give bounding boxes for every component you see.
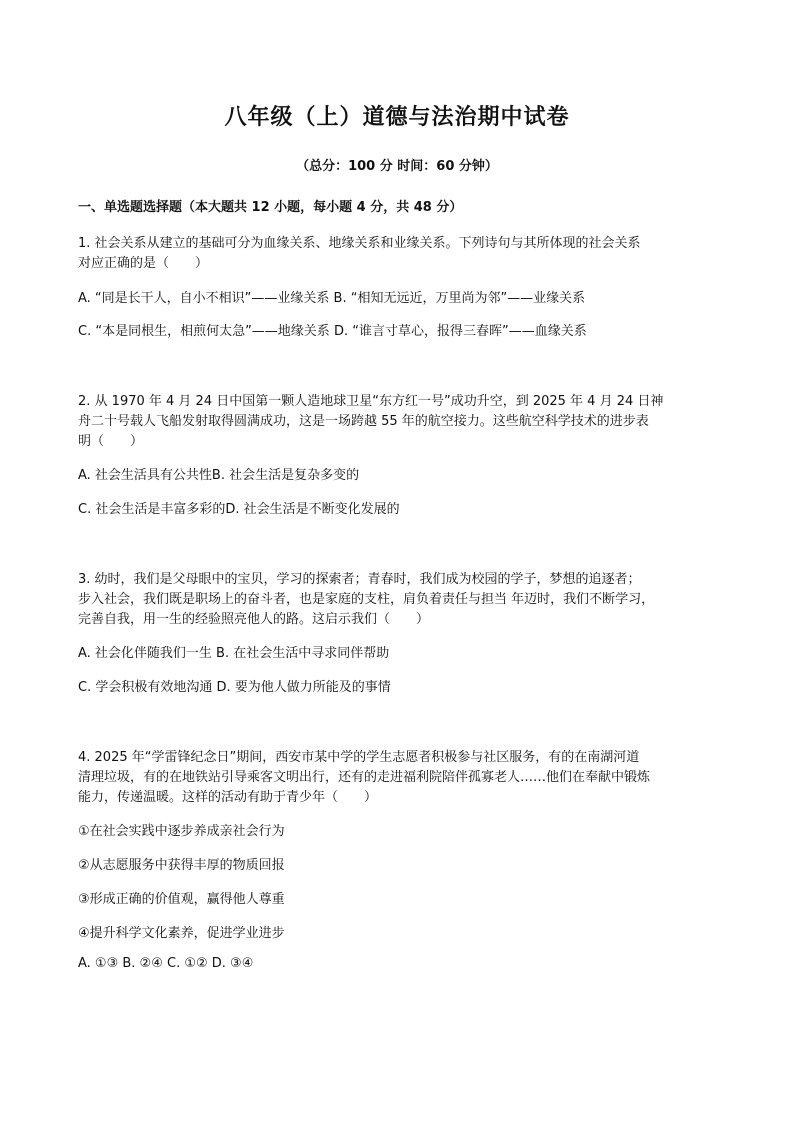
- q4-item-3: ③形成正确的价值观，赢得他人尊重: [78, 892, 285, 907]
- q3-options-cd: C. 学会积极有效地沟通 D. 要为他人做力所能及的事情: [78, 680, 391, 695]
- q4-options: A. ①③ B. ②④ C. ①② D. ③④: [78, 956, 254, 971]
- q4-stem-line-1: 4. 2025 年“学雷锋纪念日”期间，西安市某中学的学生志愿者积极参与社区服务，有的在南湖河道: [78, 750, 640, 765]
- q4-item-4: ④提升科学文化素养，促进学业进步: [78, 926, 285, 941]
- q2-stem-line-2: 舟二十号载人飞船发射取得圆满成功，这是一场跨越 55 年的航空接力。这些航空科学技术的进步表: [78, 414, 649, 429]
- q2-options-ab: A. 社会生活具有公共性B. 社会生活是复杂多变的: [78, 468, 360, 483]
- q2-stem-line-3: 明（ ）: [78, 434, 144, 449]
- q4-stem-line-2: 清理垃圾，有的在地铁站引导乘客文明出行，还有的走进福利院陪伴孤寡老人……他们在奉献中锻炼: [78, 770, 651, 785]
- q2-stem-line-1: 2. 从 1970 年 4 月 24 日中国第一颗人造地球卫星“东方红一号”成功升空，到 2025 年 4 月 24 日神: [78, 394, 664, 409]
- q3-stem-line-2: 步入社会，我们既是职场上的奋斗者，也是家庭的支柱，肩负着责任与担当 年迈时，我们不断学习，: [78, 592, 655, 607]
- q1-options-cd: C. “本是同根生，相煎何太急”——地缘关系 D. “谁言寸草心，报得三春晖”——血缘关系: [78, 324, 587, 339]
- exam-info: （总分：100 分 时间：60 分钟）: [296, 159, 498, 174]
- q4-item-2: ②从志愿服务中获得丰厚的物质回报: [78, 858, 285, 873]
- page-title: 八年级（上）道德与法治期中试卷: [224, 104, 570, 130]
- q3-stem-line-3: 完善自我，用一生的经验照亮他人的路。这启示我们（ ）: [78, 612, 430, 627]
- q4-stem-line-3: 能力，传递温暖。这样的活动有助于青少年（ ）: [78, 790, 378, 805]
- q2-options-cd: C. 社会生活是丰富多彩的D. 社会生活是不断变化发展的: [78, 502, 400, 517]
- q3-options-ab: A. 社会化伴随我们一生 B. 在社会生活中寻求同伴帮助: [78, 646, 390, 661]
- q1-stem-line-2: 对应正确的是（ ）: [78, 256, 209, 271]
- q1-stem-line-1: 1. 社会关系从建立的基础可分为血缘关系、地缘关系和业缘关系。下列诗句与其所体现的社会关系: [78, 236, 641, 251]
- q4-item-1: ①在社会实践中逐步养成亲社会行为: [78, 824, 285, 839]
- q1-options-ab: A. “同是长干人，自小不相识”——业缘关系 B. “相知无远近，万里尚为邻”——业缘关系: [78, 291, 586, 306]
- q3-stem-line-1: 3. 幼时，我们是父母眼中的宝贝，学习的探索者；青春时，我们成为校园的学子，梦想的追逐者；: [78, 572, 641, 587]
- section-heading: 一、单选题选择题（本大题共 12 小题，每小题 4 分，共 48 分）: [78, 200, 463, 215]
